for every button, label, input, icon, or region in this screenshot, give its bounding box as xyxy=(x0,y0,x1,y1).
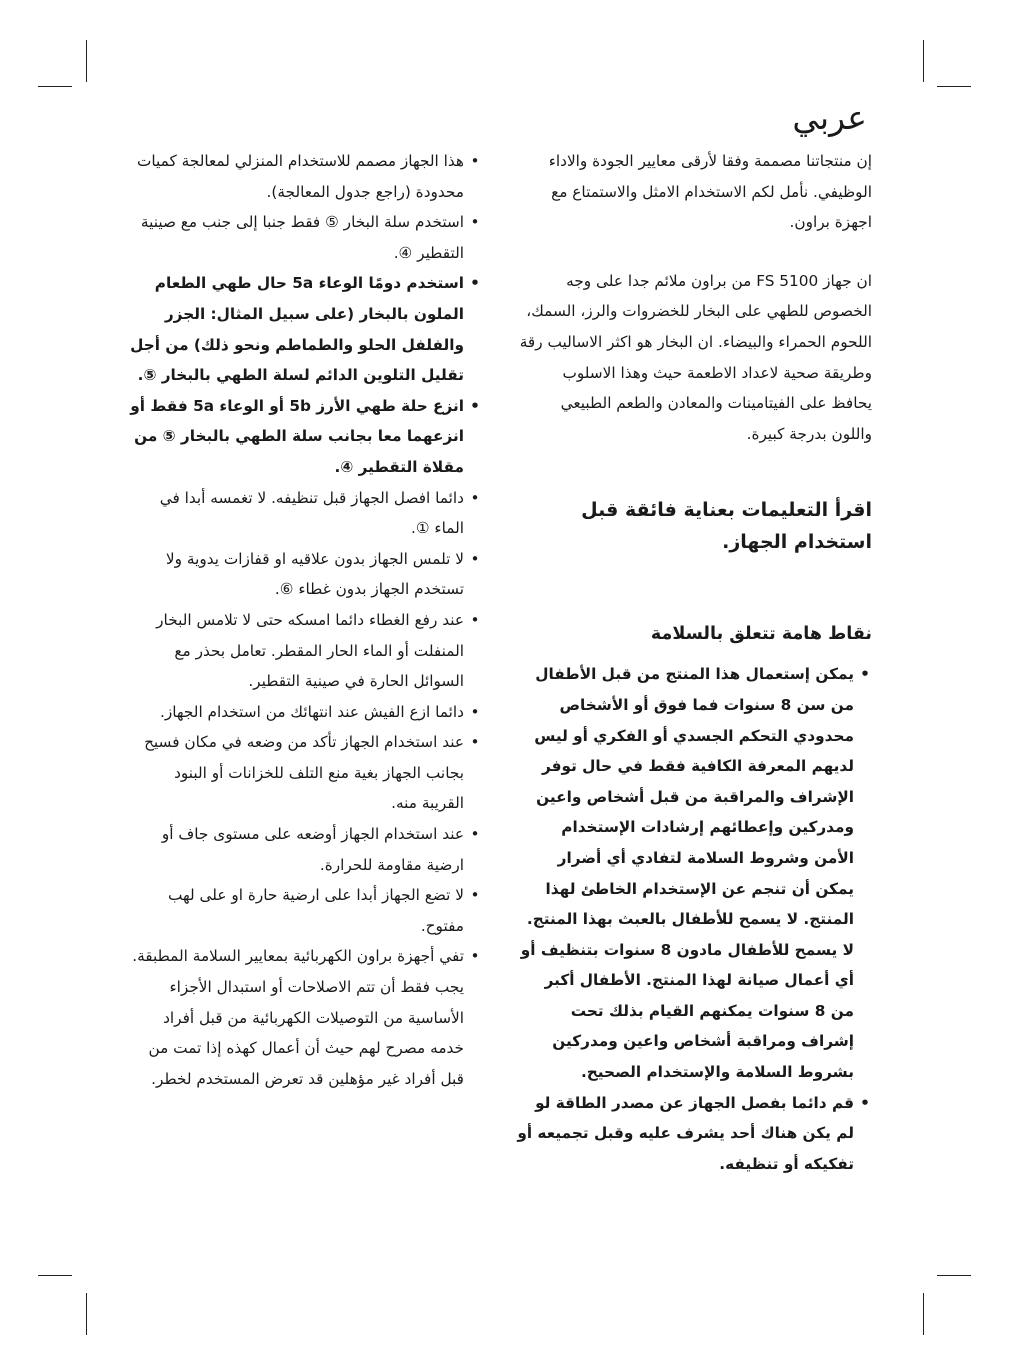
read-instructions-heading: اقرأ التعليمات بعناية فائقة قبل استخدام الجهاز. xyxy=(581,499,872,554)
list-item-text: دائما ازع الفيش عند انتهائك من استخدام الجهاز. xyxy=(159,702,464,721)
bullet-icon: • xyxy=(470,733,480,752)
crop-mark xyxy=(38,86,72,87)
left-column xyxy=(128,146,482,1094)
bullet-icon: • xyxy=(470,152,480,170)
bullet-icon: • xyxy=(470,549,480,568)
list-item xyxy=(128,483,482,544)
list-item-text: يمكن إستعمال هذا المنتج من قبل الأطفال من سن 8 سنوات فما فوق أو الأشخاص محدودي التحكم الجسدي أو الفكري أو ليس لديهم المعرفة الكافية فقط في حال توفر الإشراف والمراقبة من قبل أشخاص واعين ومدركين وإعطائهم إرشادات الإستخدام الأمن وشروط السلامة لتفادي أي أضرار يمكن أن تنجم عن الإستخدام الخاطئ لهذا المنتج. لا يسمح للأطفال بالعبث بهذا المنتج. لا يسمح للأطفال مادون 8 سنوات بتنظيف أو أي أعمال صيانة لهذا المنتج. الأطفال أكبر من 8 سنوات يمكنهم القيام بذلك تحت إشراف ومراقبة أشخاص واعين ومدركين بشروط السلامة والإستخدام الصحيح. xyxy=(520,665,854,1082)
safety-list xyxy=(517,659,872,1179)
list-item-text: عند استخدام الجهاز تأكد من وضعه في مكان فسيح بجانب الجهاز بغية منع التلف للخزانات أو البنود القريبة منه. xyxy=(144,733,464,813)
list-item xyxy=(128,605,482,697)
list-item-text: لا تلمس الجهاز بدون علاقيه او قفازات يدوية ولا تستخدم الجهاز بدون غطاء ⑥. xyxy=(165,549,464,599)
bullet-icon: • xyxy=(860,1093,870,1112)
precautions-list xyxy=(128,146,482,1094)
list-item xyxy=(128,727,482,819)
list-item xyxy=(128,268,482,390)
crop-mark xyxy=(923,40,924,82)
crop-mark xyxy=(937,1275,971,1276)
list-item xyxy=(128,697,482,728)
list-item-text: قم دائما بفصل الجهاز عن مصدر الطاقة لو لم يكن هناك أحد يشرف عليه وقبل تجميعه أو تفكيكه أو تنظيفه. xyxy=(517,1093,854,1173)
list-item xyxy=(517,1088,872,1180)
bullet-icon: • xyxy=(470,213,480,232)
list-item-text: دائما افصل الجهاز قبل تنظيفه. لا تغمسه أبدا في الماء ①. xyxy=(159,488,464,538)
list-item-text: تفي أجهزة براون الكهربائية بمعايير السلامة المطبقة. يجب فقط أن تتم الاصلاحات أو استبدال الأجزاء الأساسية من التوصيلات الكهربائية من قبل أفراد خدمه مصرح لهم حيث أن أعمال كهذه إذا تمت من قبل أفراد غير مؤهلين قد تعرض المستخدم لخطر. xyxy=(132,947,464,1088)
safety-heading: نقاط هامة تتعلق بالسلامة xyxy=(650,624,872,645)
list-item-text: عند رفع الغطاء دائما امسكه حتى لا تلامس البخار المنفلت أو الماء الحار المقطر. تعامل بحذر مع السوائل الحارة في صينية التقطير. xyxy=(156,610,464,691)
crop-mark xyxy=(38,1275,72,1276)
list-item xyxy=(517,659,872,1087)
list-item-text: لا تضع الجهاز أبدا على ارضية حارة او على لهب مفتوح. xyxy=(167,886,464,935)
crop-mark xyxy=(923,1293,924,1335)
bullet-icon: • xyxy=(470,702,480,721)
crop-mark xyxy=(937,86,971,87)
list-item xyxy=(128,941,482,1094)
right-column xyxy=(517,146,872,1179)
bullet-icon: • xyxy=(470,396,480,415)
list-item xyxy=(128,146,482,207)
list-item-text: استخدم دومًا الوعاء 5a حال طهي الطعام الملون بالبخار (على سبيل المثال: الجزر والفلفل الحلو والطماطم ونحو ذلك) من أجل تقليل التلوين الدائم لسلة الطهي بالبخار ⑤. xyxy=(130,274,464,385)
crop-mark xyxy=(86,40,87,82)
list-item xyxy=(128,391,482,483)
bullet-icon: • xyxy=(470,947,480,966)
list-item xyxy=(128,544,482,605)
intro-paragraph: إن منتجاتنا مصممة وفقا لأرقى معايير الجودة والاداء الوظيفي. نأمل لكم الاستخدام الامثل والاستمتاع مع اجهزة براون. xyxy=(548,152,872,232)
product-description: ان جهاز FS 5100 من براون ملائم جدا على وجه الخصوص للطهي على البخار للخضروات والرز، السمك، اللحوم الحمراء والبيضاء. ان البخار هو اكثر الاساليب رقة وطريقة صحية لاعداد الاطعمة حيث وهذا الاسلوب يحافظ على الفيتامينات والمعادن والطعم الطبيعي واللون بدرجة كبيرة. xyxy=(519,271,872,443)
bullet-icon: • xyxy=(470,610,480,629)
list-item xyxy=(128,819,482,880)
bullet-icon: • xyxy=(470,825,480,844)
list-item-text: هذا الجهاز مصمم للاستخدام المنزلي لمعالجة كميات محدودة (راجع جدول المعالجة). xyxy=(136,152,464,201)
list-item-text: استخدم سلة البخار ⑤ فقط جنبا إلى جنب مع صينية التقطير ④. xyxy=(140,213,464,262)
bullet-icon: • xyxy=(470,274,480,293)
language-title: عربي xyxy=(792,98,867,137)
list-item xyxy=(128,880,482,941)
bullet-icon: • xyxy=(470,488,480,507)
list-item-text: عند استخدام الجهاز أوضعه على مستوى جاف أو ارضية مقاومة للحرارة. xyxy=(161,825,464,874)
crop-mark xyxy=(86,1293,87,1335)
bullet-icon: • xyxy=(470,886,480,905)
bullet-icon: • xyxy=(860,665,870,684)
list-item xyxy=(128,207,482,268)
list-item-text: انزع حلة طهي الأرز 5b أو الوعاء 5a فقط أو انزعهما معا بجانب سلة الطهي بالبخار ⑤ من مقلاة التقطير ④. xyxy=(130,396,464,476)
